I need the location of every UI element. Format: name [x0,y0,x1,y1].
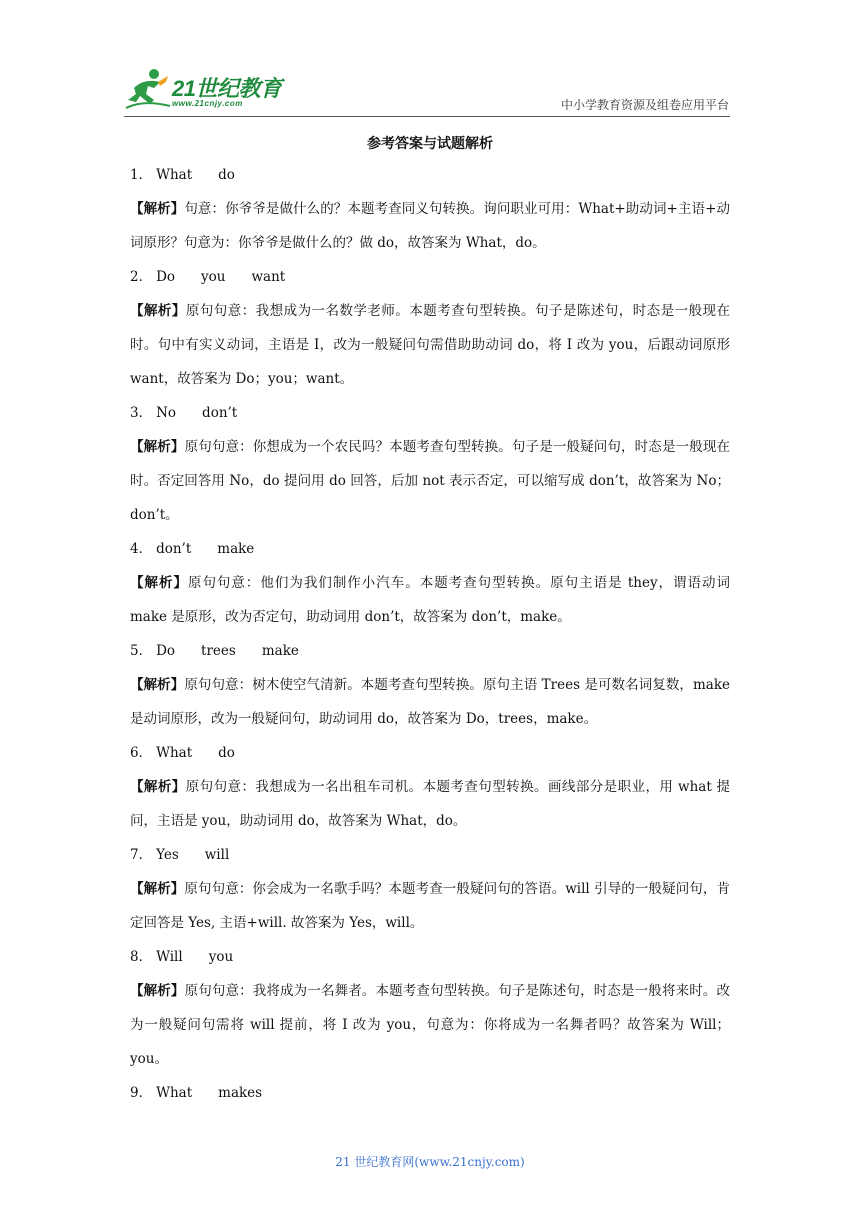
explanation [130,872,730,940]
logo [124,66,294,116]
answer-word: trees [201,643,236,659]
explanation-tag: 【解析】 [130,881,185,897]
logo-text: 21世纪教育 [172,76,282,101]
item-number: 5． [130,643,153,659]
answer-word: No [156,405,177,421]
answer-word: make [217,541,255,557]
answer-word: want [251,269,286,285]
runner-icon [124,66,172,112]
explanation-text: 原句句意：我想成为一名数学老师。本题考查句型转换。句子是陈述句，时态是一般现在时。句中有实义动词，主语是 I，改为一般疑问句需借助助动词 do，将 I 改为 you，后跟动词原形 want，故答案为 Do；you；want。 [130,303,731,387]
answer-line [130,838,730,872]
item-number: 1． [130,167,153,183]
answer-word: What [156,167,193,183]
answer-word: What [156,745,193,761]
answer-word: Do [156,269,176,285]
explanation [130,566,730,634]
explanation-tag: 【解析】 [130,779,186,795]
answer-word: don’t [202,405,238,421]
explanation-tag: 【解析】 [130,303,186,319]
explanation-tag: 【解析】 [130,983,185,999]
answer-list [130,158,730,1110]
logo-url: www.21cnjy.com [172,99,243,108]
explanation [130,974,730,1076]
item-number: 2． [130,269,153,285]
answer-word: you [208,949,234,965]
explanation-text: 原句句意：我将成为一名舞者。本题考查句型转换。句子是陈述句，时态是一般将来时。改为一般疑问句需将 will 提前，将 I 改为 you，句意为：你将成为一名舞者吗？故答案为 Will；you。 [130,983,731,1067]
explanation [130,668,730,736]
item-number: 4． [130,541,153,557]
page-title: 参考答案与试题解析 [367,136,493,152]
platform-name: 中小学教育资源及组卷应用平台 [560,98,729,112]
answer-line [130,940,730,974]
answer-word: do [218,167,235,183]
answer-line [130,634,730,668]
answer-line [130,158,730,192]
explanation-text: 原句句意：树木使空气清新。本题考查句型转换。原句主语 Trees 是可数名词复数，make 是动词原形，改为一般疑问句，助动词用 do，故答案为 Do，trees，make。 [130,677,731,727]
answer-line [130,260,730,294]
explanation-tag: 【解析】 [130,439,185,455]
explanation-tag: 【解析】 [130,677,185,693]
answer-line [130,396,730,430]
answer-word: Do [156,643,176,659]
answer-word: do [218,745,235,761]
answer-word: Will [156,949,183,965]
item-number: 9． [130,1085,153,1101]
item-number: 3． [130,405,153,421]
explanation-tag: 【解析】 [130,201,185,217]
explanation [130,430,730,532]
answer-word: What [156,1085,193,1101]
item-number: 8． [130,949,153,965]
explanation-text: 原句句意：我想成为一名出租车司机。本题考查句型转换。画线部分是职业，用 what 提问，主语是 you，助动词用 do，故答案为 What，do。 [130,779,731,829]
item-number: 6． [130,745,153,761]
item-number: 7． [130,847,153,863]
explanation [130,192,730,260]
answer-word: don’t [156,541,192,557]
explanation [130,294,730,396]
answer-line [130,736,730,770]
answer-word: will [204,847,230,863]
explanation-text: 原句句意：你想成为一个农民吗？本题考查句型转换。句子是一般疑问句，时态是一般现在时。否定回答用 No，do 提问用 do 回答，后加 not 表示否定，可以缩写成 don’t，故答案为 No；don’t。 [130,439,731,523]
answer-line [130,1076,730,1110]
explanation [130,770,730,838]
answer-word: you [201,269,226,285]
answer-line [130,532,730,566]
explanation-text: 原句句意：你会成为一名歌手吗？本题考查一般疑问句的答语。will 引导的一般疑问句，肯定回答是 Yes, 主语+will. 故答案为 Yes，will。 [130,881,730,931]
answer-word: makes [218,1085,263,1101]
explanation-text: 句意：你爷爷是做什么的？本题考查同义句转换。询问职业可用：What+助动词+主语+动词原形？句意为：你爷爷是做什么的？做 do，故答案为 What，do。 [130,201,730,251]
explanation-text: 原句句意：他们为我们制作小汽车。本题考查句型转换。原句主语是 they，谓语动词 make 是原形，改为否定句，助动词用 don’t，故答案为 don’t，make。 [130,575,731,625]
answer-word: make [261,643,299,659]
answer-word: Yes [156,847,179,863]
footer: 21 世纪教育网(www.21cnjy.com) [335,1155,525,1169]
explanation-tag: 【解析】 [130,575,188,591]
header-divider [124,116,730,117]
